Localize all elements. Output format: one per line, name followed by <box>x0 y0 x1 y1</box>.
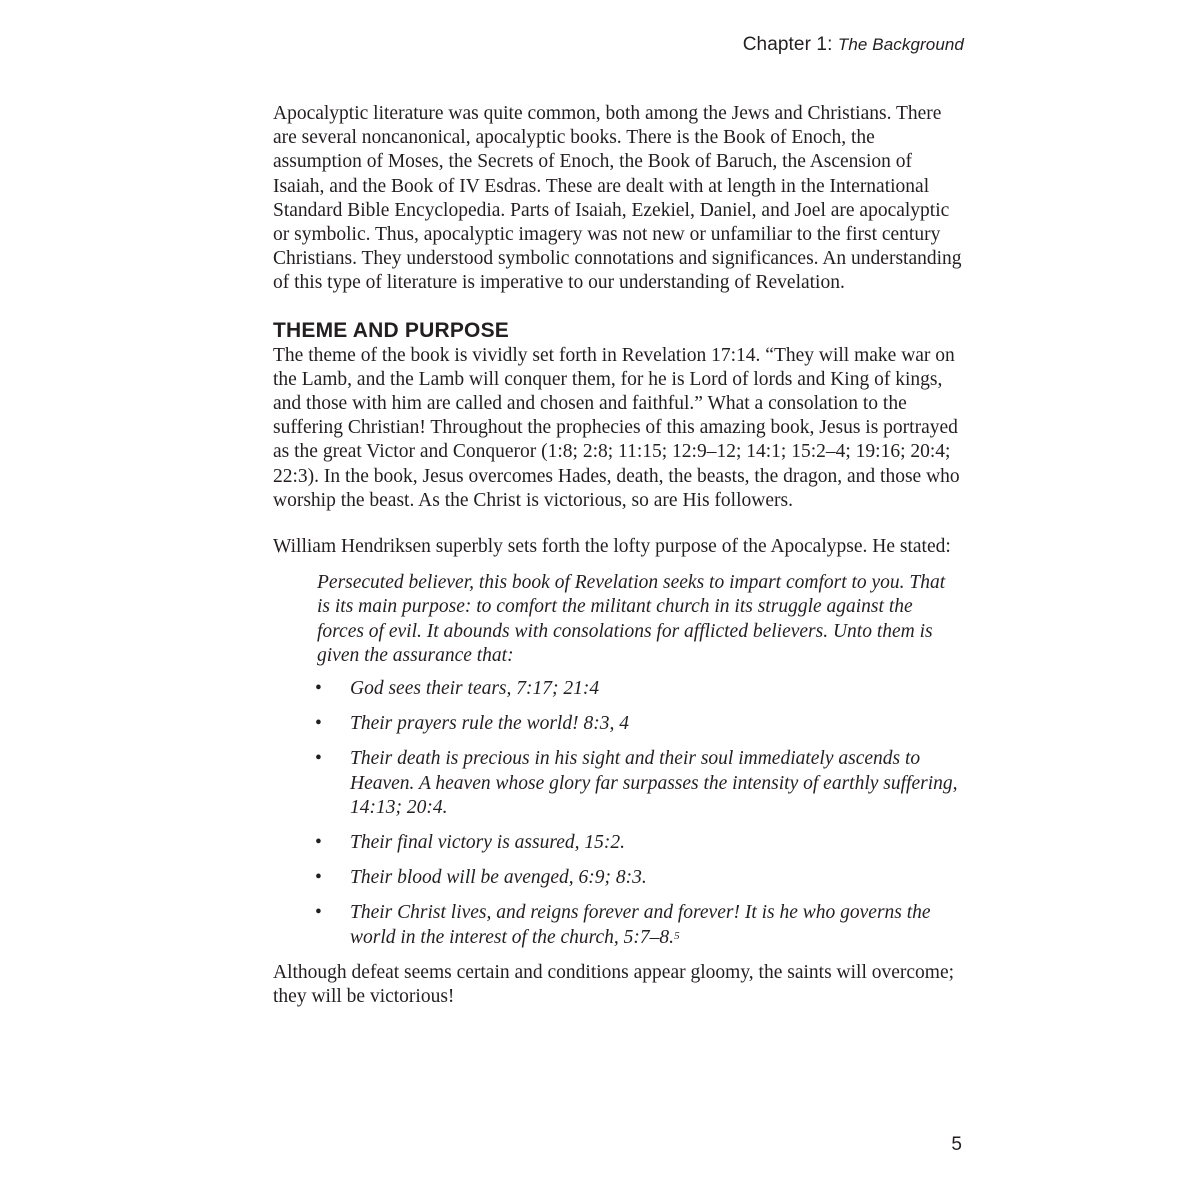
bullet-icon: • <box>315 678 322 700</box>
list-item <box>317 677 963 701</box>
bullet-icon: • <box>315 832 322 854</box>
bullet-icon: • <box>315 713 322 735</box>
paragraph-hendriksen-intro: William Hendriksen superbly sets forth the lofty purpose of the Apocalypse. He stated: <box>273 536 951 558</box>
quote-intro: Persecuted believer, this book of Revelation seeks to impart comfort to you. That is its main purpose: to comfort the militant church in its struggle against the forces of evil. It abounds with consolations for afflicted believers. Unto them is given the assurance that: <box>317 572 946 666</box>
bullet-icon: • <box>315 748 322 770</box>
running-header <box>743 34 964 56</box>
list-item <box>317 831 963 855</box>
paragraph-apocalyptic-literature: Apocalyptic literature was quite common, both among the Jews and Christians. There are several noncanonical, apocalyptic books. There is the Book of Enoch, the assumption of Moses, the Secrets of Enoch, the Book of Baruch, the Ascension of Isaiah, and the Book of IV Esdras. These are dealt with at length in the International Standard Bible Encyclopedia. Parts of Isaiah, Ezekiel, Daniel, and Joel are apocalyptic or symbolic. Thus, apocalyptic imagery was not new or unfamiliar to the first century Christians. They understood symbolic connotations and significances. An understanding of this type of literature is imperative to our understanding of Revelation. <box>273 103 962 294</box>
paragraph-closing: Although defeat seems certain and conditions appear gloomy, the saints will overcome; they will be victorious! <box>273 961 955 1008</box>
chapter-title: The Background <box>837 35 964 54</box>
block-quote <box>317 571 963 950</box>
bullet-icon: • <box>315 867 322 889</box>
list-item-text: Their final victory is assured, 15:2. <box>350 832 625 854</box>
list-item-text: Their Christ lives, and reigns forever and forever! It is he who governs the world in the interest of the church, 5:7–8. <box>350 902 931 948</box>
section-heading: THEME AND PURPOSE <box>273 318 509 342</box>
list-item <box>317 747 963 820</box>
assurance-list <box>317 677 963 950</box>
list-item <box>317 712 963 736</box>
list-item-text: Their blood will be avenged, 6:9; 8:3. <box>350 867 647 889</box>
list-item <box>317 866 963 890</box>
paragraph-theme: The theme of the book is vividly set forth in Revelation 17:14. “They will make war on the Lamb, and the Lamb will conquer them, for he is Lord of lords and King of kings, and those with him are called and chosen and faithful.” What a consolation to the suffering Christian! Throughout the prophecies of this amazing book, Jesus is portrayed as the great Victor and Conqueror (1:8; 2:8; 11:15; 12:9–12; 14:1; 15:2–4; 19:16; 20:4; 22:3). In the book, Jesus overcomes Hades, death, the beasts, the dragon, and those who worship the beast. As the Christ is victorious, so are His followers. <box>273 344 960 511</box>
list-item-text: Their death is precious in his sight and their soul immediately ascends to Heaven. A heaven whose glory far surpasses the intensity of earthly suffering, 14:13; 20:4. <box>350 748 958 818</box>
list-item-text: Their prayers rule the world! 8:3, 4 <box>350 713 629 735</box>
chapter-label: Chapter 1: <box>742 34 838 55</box>
page-number: 5 <box>951 1134 962 1155</box>
page-body <box>273 102 963 1009</box>
footnote-reference: 5 <box>674 929 680 942</box>
list-item-text: God sees their tears, 7:17; 21:4 <box>350 678 600 700</box>
bullet-icon: • <box>315 902 322 924</box>
list-item <box>317 901 963 949</box>
